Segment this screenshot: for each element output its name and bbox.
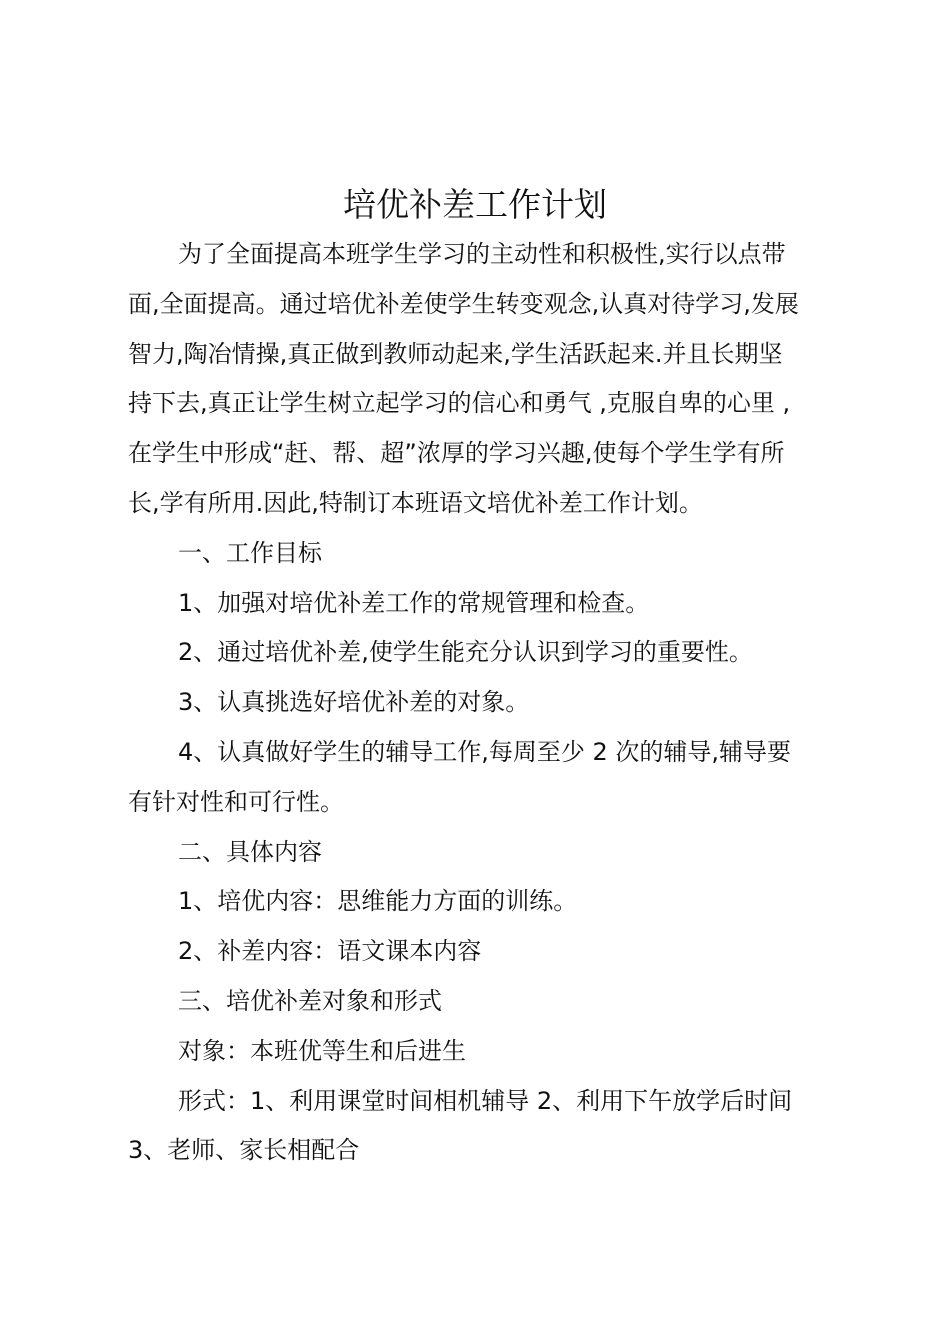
form-line2: 3、老师、家长相配合 xyxy=(128,1136,360,1165)
intro-line: 在学生中形成“赶、帮、超”浓厚的学习兴趣,使每个学生学有所 xyxy=(128,439,785,468)
intro-line: 持下去,真正让学生树立起学习的信心和勇气 ,克服自卑的心里 , xyxy=(128,389,791,418)
content-item: 1、培优内容：思维能力方面的训练。 xyxy=(178,887,578,916)
intro-paragraph xyxy=(128,230,834,529)
section-heading-goals: 一、工作目标 xyxy=(178,538,322,567)
section-heading-content: 二、具体内容 xyxy=(178,837,322,866)
goal-item: 1、加强对培优补差工作的常规管理和检查。 xyxy=(178,588,650,617)
content-item: 2、补差内容：语文课本内容 xyxy=(178,937,482,966)
intro-line: 智力,陶冶情操,真正做到教师动起来,学生活跃起来.并且长期坚 xyxy=(128,339,783,368)
goal-item-4-line2: 有针对性和可行性。 xyxy=(128,787,344,816)
target-text: 对象：本班优等生和后进生 xyxy=(178,1036,466,1065)
goal-item-4-line1: 4、认真做好学生的辅导工作,每周至少 2 次的辅导,辅导要 xyxy=(178,737,792,766)
intro-line: 面,全面提高。通过培优补差使学生转变观念,认真对待学习,发展 xyxy=(128,289,799,318)
section-heading-targets: 三、培优补差对象和形式 xyxy=(178,986,442,1015)
goal-item: 2、通过培优补差,使学生能充分认识到学习的重要性。 xyxy=(178,638,753,667)
intro-line: 长,学有所用.因此,特制订本班语文培优补差工作计划。 xyxy=(128,488,703,517)
goal-item: 3、认真挑选好培优补差的对象。 xyxy=(178,688,530,717)
form-line1: 形式：1、利用课堂时间相机辅导 2、利用下午放学后时间 xyxy=(178,1086,793,1115)
document-body xyxy=(128,230,834,1176)
document-title: 培优补差工作计划 xyxy=(343,185,607,224)
intro-line: 为了全面提高本班学生学习的主动性和积极性,实行以点带 xyxy=(178,240,786,268)
